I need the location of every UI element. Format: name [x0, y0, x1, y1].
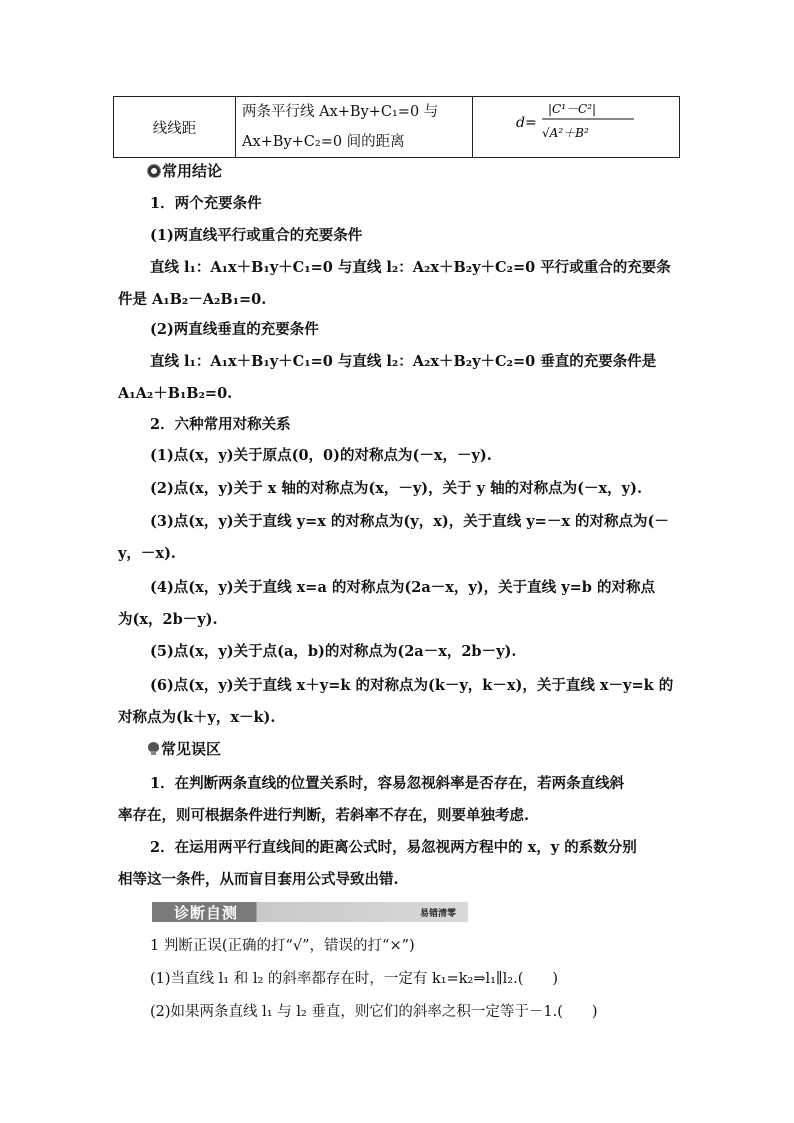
lightbulb-icon	[148, 742, 159, 755]
item1-sub2: (2)两直线垂直的充要条件	[150, 321, 319, 338]
row-label-cell	[114, 97, 236, 158]
table-row	[114, 97, 680, 158]
question-2: (2)如果两条直线 l₁ 与 l₂ 垂直，则它们的斜率之积一定等于－1.( )	[150, 1004, 598, 1020]
symmetry-1: (1)点(x，y)关于原点(0，0)的对称点为(－x，－y).	[150, 447, 492, 464]
symmetry-5: (5)点(x，y)关于点(a，b)的对称点为(2a－x，2b－y).	[150, 643, 517, 660]
banner-tag: 易错清零	[419, 908, 456, 919]
question-intro: 1 判断正误(正确的打“√”，错误的打“×”)	[150, 938, 415, 954]
symmetry-6-line1: (6)点(x，y)关于直线 x＋y=k 的对称点为(k－y，k－x)，关于直线 x－y=k 的	[150, 677, 674, 694]
item1-sub1-line2: 件是 A₁B₂－A₂B₁=0.	[118, 291, 267, 308]
distance-formula	[506, 99, 646, 151]
description-line-1: 两条平行线 Ax+By+C₁=0 与	[242, 104, 439, 120]
mistake-1-line1: 1．在判断两条直线的位置关系时，容易忽视斜率是否存在，若两条直线斜	[150, 775, 625, 792]
common-conclusions-heading: 常用结论	[148, 160, 222, 181]
item2-title: 2．六种常用对称关系	[150, 416, 291, 433]
description-line-2: Ax+By+C₂=0 间的距离	[242, 134, 405, 150]
item1-sub2-line2: A₁A₂＋B₁B₂=0.	[118, 385, 233, 402]
item1-sub1: (1)两直线平行或重合的充要条件	[150, 227, 363, 244]
symmetry-2: (2)点(x，y)关于 x 轴的对称点为(x，－y)，关于 y 轴的对称点为(－x，y).	[150, 480, 642, 497]
formula-numerator: |C¹－C²|	[548, 102, 597, 116]
description-cell	[236, 97, 473, 158]
item1-sub1-line1: 直线 l₁：A₁x＋B₁y＋C₁=0 与直线 l₂：A₂x＋B₂y＋C₂=0 平行或重合的充要条	[150, 259, 671, 276]
common-mistakes-heading: 常见误区	[148, 738, 221, 759]
mistake-1-line2: 率存在，则可根据条件进行判断，若斜率不存在，则要单独考虑.	[118, 807, 530, 824]
mistake-2-line2: 相等这一条件，从而盲目套用公式导致出错.	[118, 871, 399, 888]
banner-title: 诊断自测	[174, 903, 239, 922]
gear-icon	[148, 165, 160, 177]
formula-cell	[473, 97, 680, 158]
symmetry-3-line2: y，－x).	[118, 545, 176, 562]
distance-formula-table	[113, 96, 680, 158]
symmetry-4-line1: (4)点(x，y)关于直线 x=a 的对称点为(2a－x，y)，关于直线 y=b 的对称点	[150, 579, 655, 596]
question-1: (1)当直线 l₁ 和 l₂ 的斜率都存在时，一定有 k₁=k₂⇒l₁∥l₂.( )	[150, 971, 559, 987]
symmetry-4-line2: 为(x，2b－y).	[118, 611, 218, 628]
row-label: 线线距	[152, 120, 197, 137]
symmetry-3-line1: (3)点(x，y)关于直线 y=x 的对称点为(y，x)，关于直线 y=－x 的对称点为(－	[150, 513, 669, 530]
symmetry-6-line2: 对称点为(k＋y，x－k).	[118, 709, 276, 726]
mistake-2-line1: 2．在运用两平行直线间的距离公式时，易忽视两方程中的 x，y 的系数分别	[150, 839, 637, 856]
self-test-banner	[152, 902, 468, 922]
item1-title: 1．两个充要条件	[150, 195, 262, 212]
formula-denominator: √A²＋B²	[542, 126, 589, 140]
item1-sub2-line1: 直线 l₁：A₁x＋B₁y＋C₁=0 与直线 l₂：A₂x＋B₂y＋C₂=0 垂直的充要条件是	[150, 353, 657, 370]
formula-lhs: d=	[516, 115, 537, 131]
